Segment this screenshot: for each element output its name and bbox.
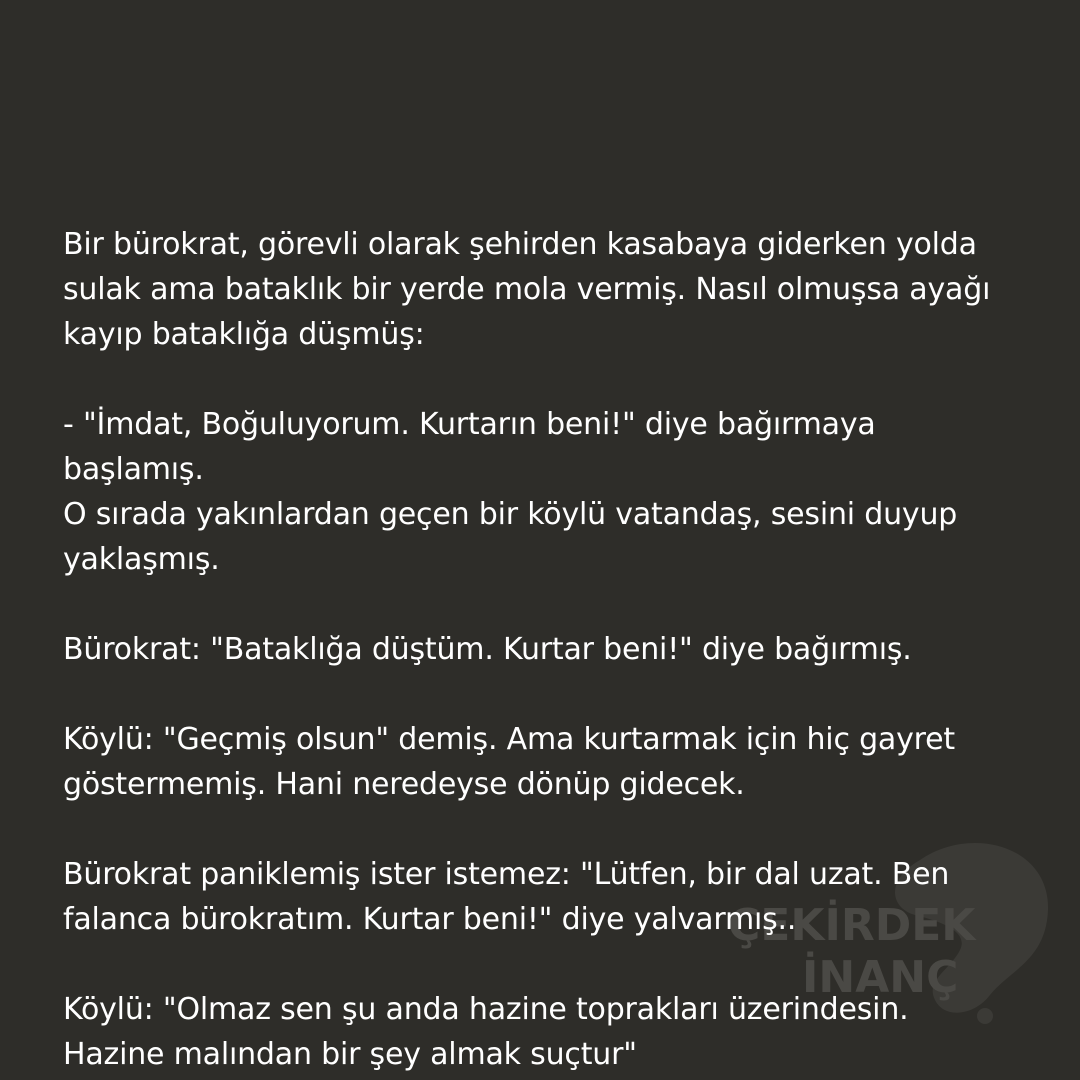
- story-paragraph: [63, 852, 1043, 942]
- story-paragraph: [63, 627, 1043, 672]
- story-line: Köylü: "Olmaz sen şu anda hazine toprakları üzerindesin.: [63, 992, 909, 1027]
- story-line: yaklaşmış.: [63, 542, 220, 577]
- story-line: Köylü: "Geçmiş olsun" demiş. Ama kurtarmak için hiç gayret: [63, 722, 955, 757]
- story-line: göstermemiş. Hani neredeyse dönüp gidecek.: [63, 767, 745, 802]
- watermark-line2: İNANÇ: [802, 952, 959, 1003]
- story-line: Hazine malından bir şey almak suçtur": [63, 1037, 637, 1072]
- watermark-line1: ÇEKİRDEK: [728, 900, 976, 951]
- story-line: O sırada yakınlardan geçen bir köylü vatandaş, sesini duyup: [63, 497, 958, 532]
- story-line: kayıp bataklığa düşmüş:: [63, 317, 425, 352]
- story-paragraph: [63, 222, 1043, 357]
- story-paragraph: [63, 987, 1043, 1077]
- story-line: sulak ama bataklık bir yerde mola vermiş. Nasıl olmuşsa ayağı: [63, 272, 991, 307]
- story-line: Bir bürokrat, görevli olarak şehirden kasabaya giderken yolda: [63, 227, 977, 262]
- story-line: başlamış.: [63, 452, 204, 487]
- story-paragraph: [63, 717, 1043, 807]
- story-line: Bürokrat: "Bataklığa düştüm. Kurtar beni!" diye bağırmış.: [63, 632, 912, 667]
- story-line: - "İmdat, Boğuluyorum. Kurtarın beni!" diye bağırmaya: [63, 407, 876, 442]
- story-line: Bürokrat paniklemiş ister istemez: "Lütfen, bir dal uzat. Ben: [63, 857, 950, 892]
- story-line: falanca bürokratım. Kurtar beni!" diye yalvarmış..: [63, 902, 797, 937]
- story-text: [63, 222, 1043, 1077]
- story-paragraph: [63, 402, 1043, 582]
